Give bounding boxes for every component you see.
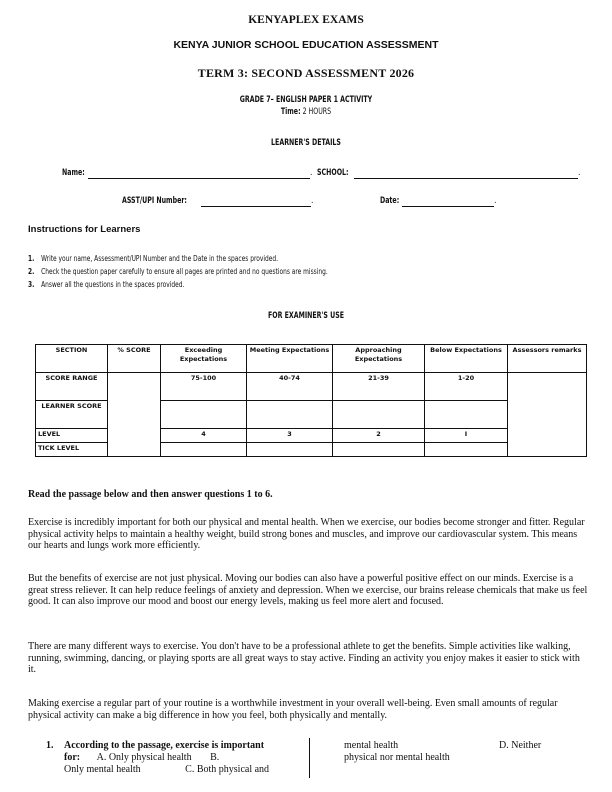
instruction-number: 3.	[28, 280, 35, 289]
assessor-remarks-cell[interactable]	[508, 373, 587, 457]
subject-title: GRADE 7– ENGLISH PAPER 1 ACTIVITY	[239, 95, 373, 105]
header-approaching: Approaching Expectations	[333, 345, 425, 373]
level-exceeding: 4	[161, 429, 247, 443]
option-b-text[interactable]: Only mental health	[64, 764, 141, 775]
passage-paragraph-1: Exercise is incredibly important for both our physical and mental health. When we exercise, our bodies become stronger and fitter. Regular physical activity helps to maintain a healthy weight, build strong bones and muscles, and improve our cardiovascular system. This means our hearts and lungs work more efficiently.	[28, 517, 585, 552]
range-below: 1-20	[425, 373, 508, 401]
level-label: LEVEL	[36, 429, 108, 443]
instruction-item-3	[28, 280, 219, 289]
learner-score-cell[interactable]	[247, 401, 333, 429]
instructions-heading: Instructions for Learners	[28, 224, 141, 235]
name-label: Name:	[62, 168, 85, 178]
instruction-text: Write your name, Assessment/UPI Number and the Date in the spaces provided.	[41, 254, 279, 263]
question-stem: According to the passage, exercise is important	[64, 740, 265, 751]
school-label: SCHOOL:	[317, 168, 349, 178]
upi-label: ASST/UPI Number:	[122, 196, 187, 206]
school-end-dot: .	[578, 168, 581, 178]
date-label: Date:	[380, 196, 400, 206]
instruction-item-2	[28, 267, 394, 276]
upi-field	[122, 196, 201, 206]
instruction-number: 2.	[28, 267, 35, 276]
header-below: Below Expectations	[425, 345, 508, 373]
school-blank[interactable]	[354, 168, 581, 179]
instruction-item-1	[28, 254, 333, 263]
examiner-heading: FOR EXAMINER'S USE	[267, 311, 345, 321]
instruction-text: Answer all the questions in the spaces provided.	[41, 280, 185, 289]
table-row	[36, 373, 587, 401]
option-b-letter[interactable]: B.	[210, 752, 220, 763]
exam-provider: KENYAPLEX EXAMS	[248, 14, 364, 26]
tick-level-label: TICK LEVEL	[36, 443, 108, 457]
option-c-cont[interactable]: mental health	[344, 740, 399, 751]
level-meeting: 3	[247, 429, 333, 443]
passage-paragraph-2: But the benefits of exercise are not just physical. Moving our bodies can also have a powerful positive effect on our minds. Exercise is a great stress reliever. It can help reduce feelings of anxiety and depression. When we exercise, our brains release chemicals that make us feel good. It can also improve our mood and boost our energy levels, making us feel more alert and focused.	[28, 573, 588, 608]
question-1-right-line-1	[344, 740, 584, 752]
passage-instruction: Read the passage below and then answer questions 1 to 6.	[28, 489, 273, 500]
name-blank[interactable]	[88, 168, 313, 179]
table-header-row	[36, 345, 587, 373]
instruction-text: Check the question paper carefully to ensure all pages are printed and no questions are missing.	[41, 267, 328, 276]
tick-level-cell[interactable]	[425, 443, 508, 457]
learner-score-cell[interactable]	[425, 401, 508, 429]
upi-end-dot: .	[311, 196, 314, 206]
question-1-options-right	[344, 740, 584, 764]
range-approaching: 21-39	[333, 373, 425, 401]
school-field	[317, 168, 355, 178]
header-section: SECTION	[36, 345, 108, 373]
header-meeting: Meeting Expectations	[247, 345, 333, 373]
learner-score-cell[interactable]	[161, 401, 247, 429]
header-remarks: Assessors remarks	[508, 345, 587, 373]
option-c[interactable]: C. Both physical and	[185, 764, 270, 775]
percent-score-cell[interactable]	[108, 373, 161, 457]
header-exceeding: Exceeding Expectations	[161, 345, 247, 373]
score-range-label: SCORE RANGE	[36, 373, 108, 401]
question-1-line-2	[46, 752, 308, 764]
option-d-cont[interactable]: physical nor mental health	[344, 752, 450, 763]
date-blank[interactable]	[402, 196, 497, 207]
time-value: 2 HOURS	[302, 107, 332, 117]
date-end-dot: .	[494, 196, 497, 206]
passage-paragraph-3: There are many different ways to exercise. You don't have to be a professional athlete to get the benefits. Simple activities like walking, running, swimming, dancing, or playing sports are all great ways to stay active. Finding an activity you enjoy makes it easier to stick with it.	[28, 641, 580, 676]
tick-level-cell[interactable]	[247, 443, 333, 457]
date-field	[380, 196, 403, 206]
learner-score-label: LEARNER SCORE	[36, 401, 108, 429]
range-exceeding: 75-100	[161, 373, 247, 401]
question-number: 1.	[46, 740, 54, 751]
question-1-right-line-2	[344, 752, 584, 764]
learner-details-heading: LEARNER'S DETAILS	[271, 138, 341, 148]
question-stem-cont: for:	[64, 752, 81, 763]
tick-level-cell[interactable]	[333, 443, 425, 457]
range-meeting: 40-74	[247, 373, 333, 401]
instruction-number: 1.	[28, 254, 35, 263]
term-title: TERM 3: SECOND ASSESSMENT 2026	[197, 66, 415, 80]
tick-level-cell[interactable]	[161, 443, 247, 457]
question-1	[46, 740, 308, 776]
name-end-dot: .	[310, 168, 313, 178]
examiner-table	[35, 344, 587, 457]
header-score: % SCORE	[108, 345, 161, 373]
passage-paragraph-4: Making exercise a regular part of your routine is a worthwhile investment in your overall well-being. Even small amounts of regular physical activity can make a big difference in how you feel, both physically and mentally.	[28, 698, 558, 721]
upi-blank[interactable]	[201, 196, 314, 207]
assessment-title: KENYA JUNIOR SCHOOL EDUCATION ASSESSMENT	[173, 39, 439, 51]
time-line	[55, 107, 557, 117]
column-divider	[309, 738, 310, 778]
question-1-line-3	[46, 764, 308, 776]
level-approaching: 2	[333, 429, 425, 443]
time-label: Time:	[280, 107, 301, 117]
option-d[interactable]: D. Neither	[499, 740, 542, 751]
learner-score-cell[interactable]	[333, 401, 425, 429]
level-below: I	[425, 429, 508, 443]
name-field	[62, 168, 90, 178]
question-1-line-1	[46, 740, 308, 752]
option-a[interactable]: A. Only physical health	[96, 752, 192, 763]
